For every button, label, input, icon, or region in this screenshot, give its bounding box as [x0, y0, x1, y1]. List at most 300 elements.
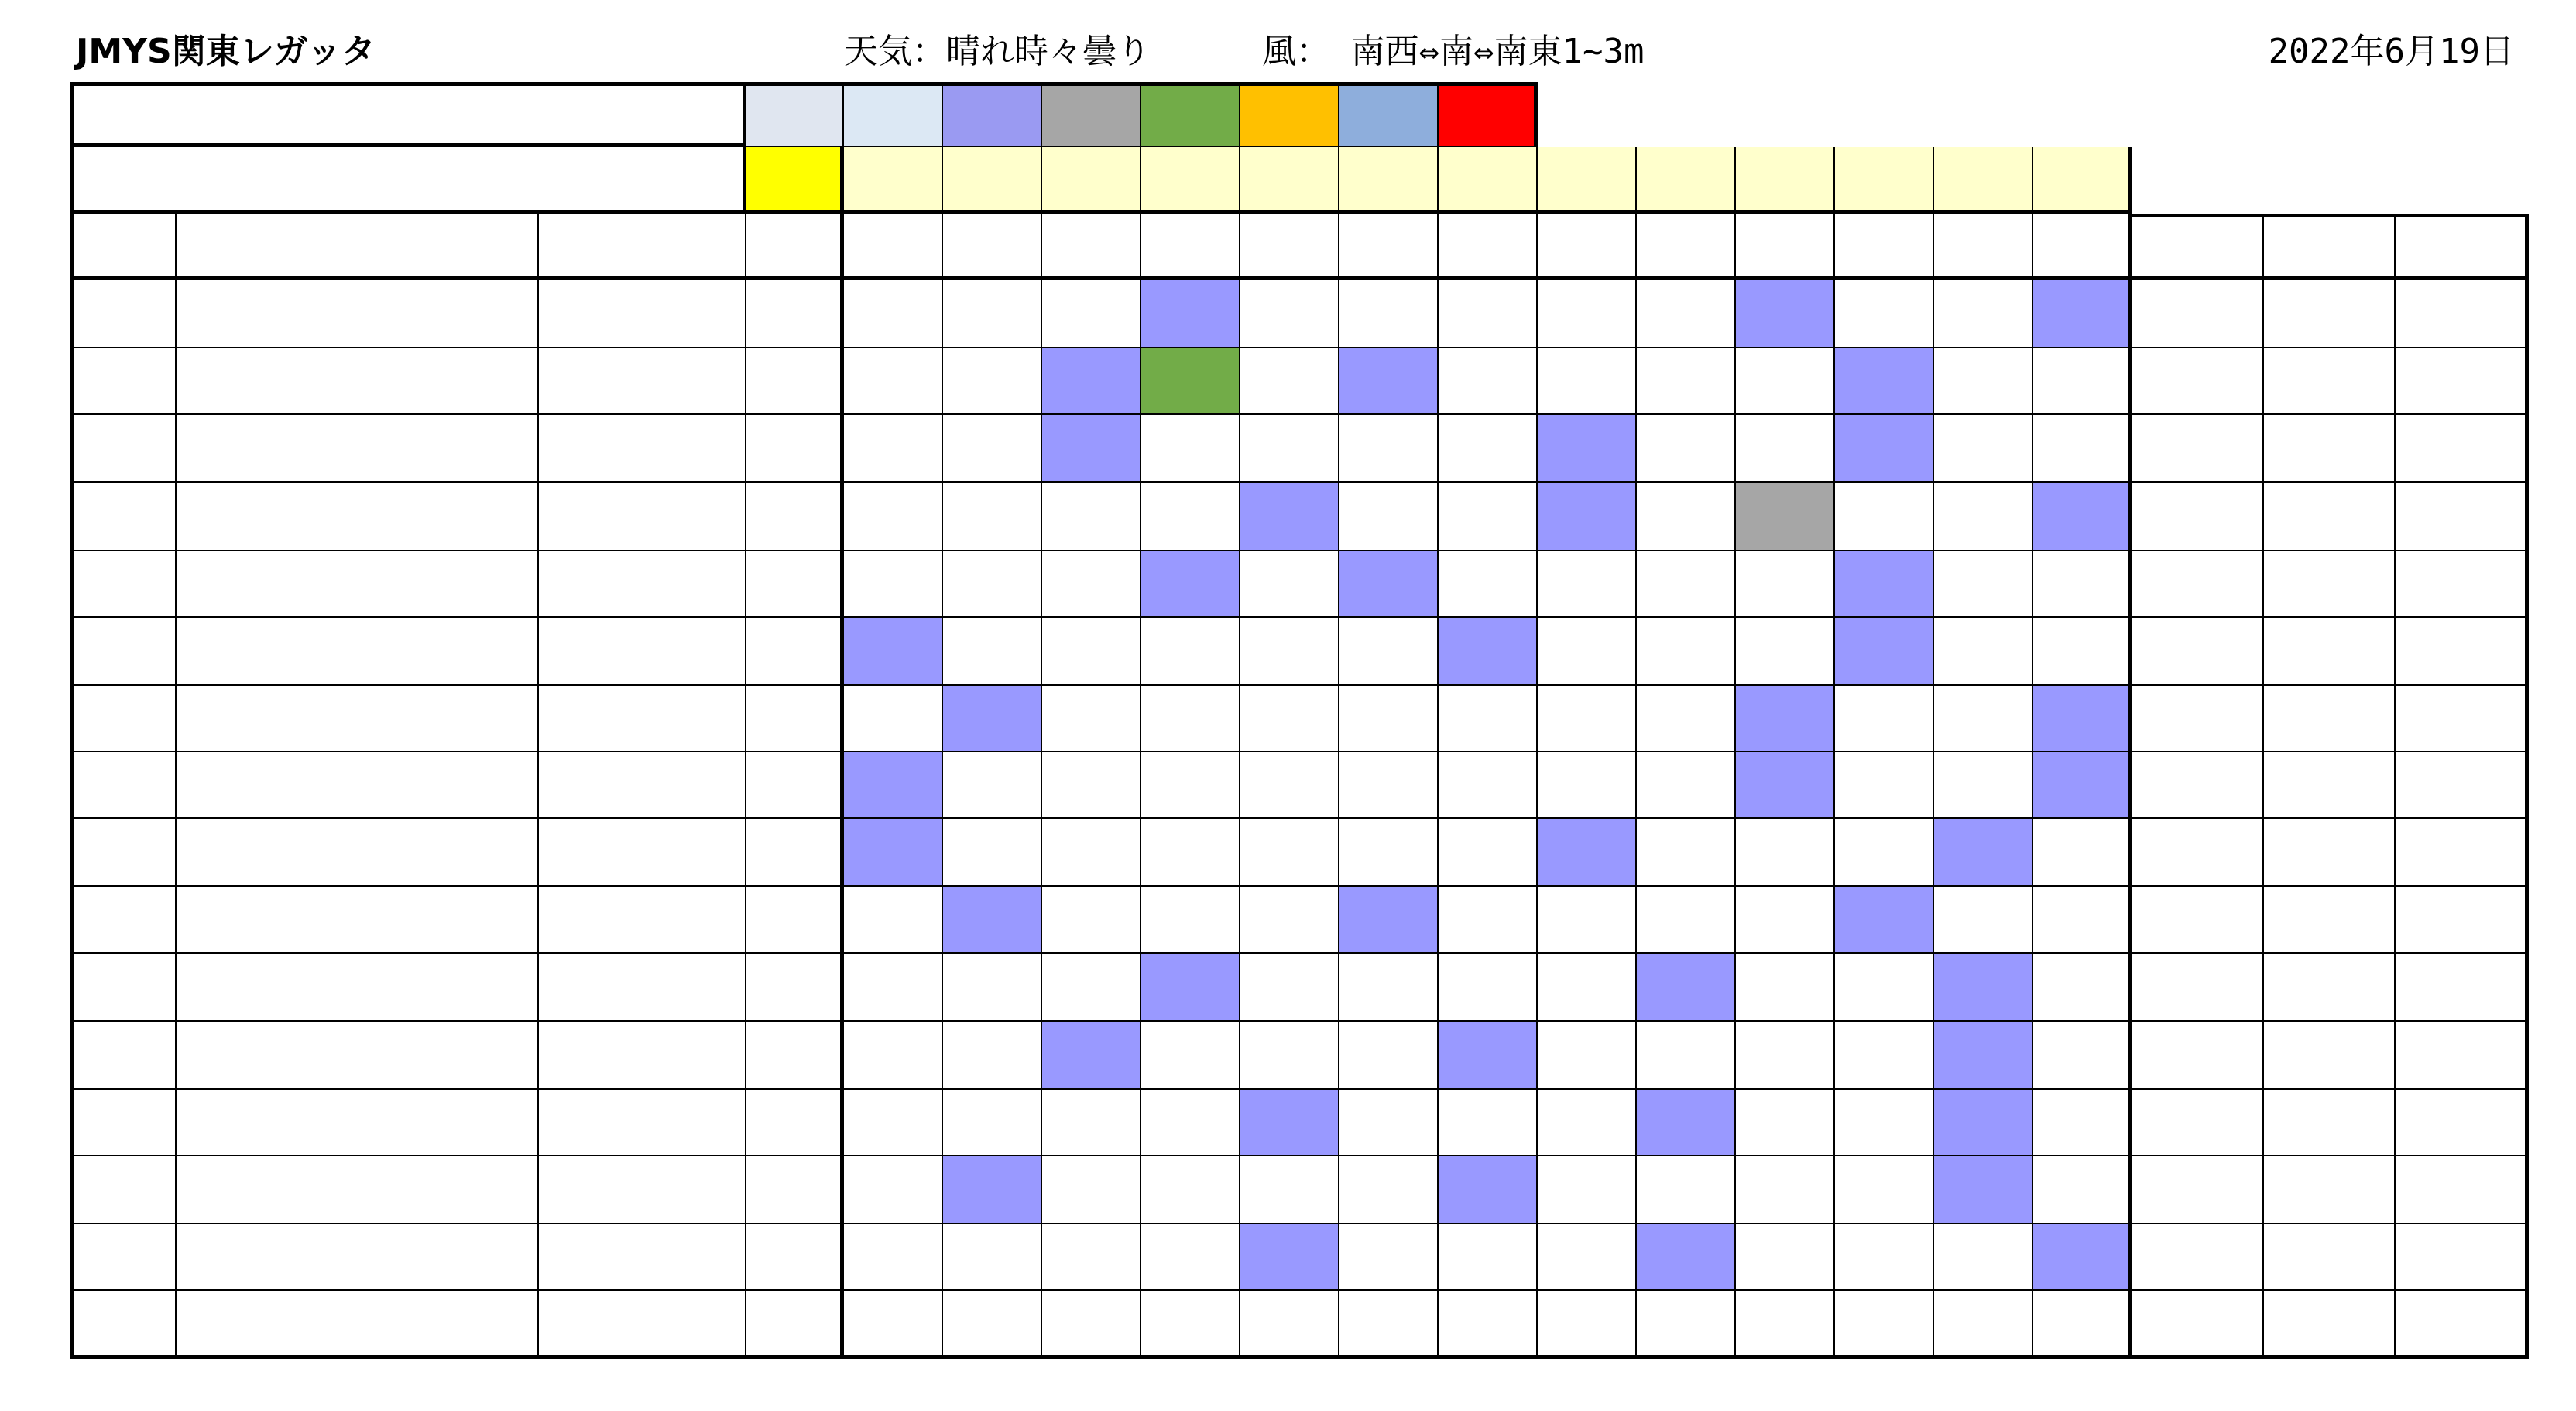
total-cell	[2396, 954, 2529, 1022]
race-result-cell	[1240, 1022, 1339, 1090]
race-result-cell	[1538, 280, 1637, 348]
race-result-cell	[1042, 954, 1141, 1022]
empty-cell	[746, 1291, 844, 1359]
rank-cell	[70, 954, 177, 1022]
stotal-cell	[2132, 1156, 2264, 1224]
race-result-cell	[1240, 954, 1339, 1022]
race-result-cell	[1042, 280, 1141, 348]
sail-no-cell	[746, 1156, 844, 1224]
race-result-cell	[1835, 280, 1934, 348]
stotal-cell	[2132, 1090, 2264, 1156]
race-result-cell	[844, 415, 943, 483]
race-result-cell	[1141, 415, 1240, 483]
race-result-cell	[844, 686, 943, 752]
empty-cell	[539, 1291, 746, 1359]
race-result-cell	[943, 483, 1042, 551]
sail-no-cell	[746, 887, 844, 954]
race-points-cell	[1042, 147, 1141, 214]
race-result-cell	[1538, 483, 1637, 551]
iom-label	[70, 147, 746, 214]
race-result-cell	[2033, 819, 2132, 887]
rank-cell	[70, 1224, 177, 1291]
skipper-cell	[177, 686, 539, 752]
race-result-cell	[1141, 819, 1240, 887]
race-result-cell	[1240, 483, 1339, 551]
race-points-cell	[2033, 147, 2132, 214]
race-result-cell	[1141, 1022, 1240, 1090]
race-result-cell	[1835, 415, 1934, 483]
race-result-cell	[1637, 415, 1736, 483]
rank-cell	[70, 551, 177, 618]
race-result-cell	[1240, 1090, 1339, 1156]
rank-cell	[70, 415, 177, 483]
race-result-cell	[1637, 483, 1736, 551]
race-result-cell	[943, 415, 1042, 483]
col-race-5	[1240, 214, 1339, 280]
col-rank	[70, 214, 177, 280]
race-result-cell	[1339, 686, 1439, 752]
total-cell	[2396, 551, 2529, 618]
legend-dne	[1439, 82, 1538, 147]
total-cell	[2396, 1022, 2529, 1090]
race-result-cell	[1835, 686, 1934, 752]
rank-cell	[70, 1156, 177, 1224]
empty-cell	[1339, 1291, 1439, 1359]
skipper-cell	[177, 1156, 539, 1224]
rank-cell	[70, 819, 177, 887]
race-result-cell	[1934, 348, 2033, 415]
race-result-cell	[1240, 752, 1339, 819]
race-result-cell	[1538, 752, 1637, 819]
race-result-cell	[1637, 1090, 1736, 1156]
race-result-cell	[1240, 887, 1339, 954]
rank-cell	[70, 1090, 177, 1156]
empty-cell	[2033, 1291, 2132, 1359]
race-points-cell	[1934, 147, 2033, 214]
race-result-cell	[1339, 752, 1439, 819]
empty-cell	[1240, 1291, 1339, 1359]
rank-cell	[70, 348, 177, 415]
skipper-cell	[177, 1022, 539, 1090]
race-result-cell	[1934, 483, 2033, 551]
skipper-cell	[177, 618, 539, 686]
stotal-cell	[2132, 551, 2264, 618]
race-result-cell	[1141, 551, 1240, 618]
race-result-cell	[2033, 954, 2132, 1022]
race-result-cell	[1637, 686, 1736, 752]
race-result-cell	[1339, 1022, 1439, 1090]
race-result-cell	[1736, 280, 1835, 348]
race-result-cell	[943, 348, 1042, 415]
skipper-cell	[177, 954, 539, 1022]
race-result-cell	[1934, 1090, 2033, 1156]
rank-cell	[70, 887, 177, 954]
race-result-cell	[2033, 752, 2132, 819]
legend-dsq	[1240, 82, 1339, 147]
boat-cell	[539, 954, 746, 1022]
race-points-cell	[1736, 147, 1835, 214]
stotal-cell	[2132, 415, 2264, 483]
race-result-cell	[1835, 1022, 1934, 1090]
race-result-cell	[1835, 819, 1934, 887]
race-result-cell	[1042, 1224, 1141, 1291]
sail-no-cell	[746, 1224, 844, 1291]
empty-cell	[1439, 1291, 1538, 1359]
race-points-cell	[1835, 147, 1934, 214]
sail-no-cell	[746, 348, 844, 415]
race-result-cell	[844, 954, 943, 1022]
skipper-cell	[177, 348, 539, 415]
race-result-cell	[1339, 348, 1439, 415]
race-result-cell	[2033, 1090, 2132, 1156]
sail-no-cell	[746, 618, 844, 686]
race-points-cell	[1538, 147, 1637, 214]
race-result-cell	[1240, 280, 1339, 348]
col-skipper	[177, 214, 539, 280]
col-race-13	[2033, 214, 2132, 280]
boat-cell	[539, 483, 746, 551]
race-result-cell	[1835, 1090, 1934, 1156]
sail-no-cell	[746, 819, 844, 887]
race-result-cell	[844, 819, 943, 887]
race-points-cell	[844, 147, 943, 214]
race-result-cell	[1339, 280, 1439, 348]
col-race-11	[1835, 214, 1934, 280]
stotal-cell	[2132, 483, 2264, 551]
race-result-cell	[1835, 954, 1934, 1022]
race-result-cell	[1339, 1090, 1439, 1156]
stotal-cell	[2132, 1022, 2264, 1090]
race-result-cell	[1538, 819, 1637, 887]
race-result-cell	[1339, 415, 1439, 483]
col-race-6	[1339, 214, 1439, 280]
legend-rc	[943, 82, 1042, 147]
race-result-cell	[1042, 819, 1141, 887]
sail-no-cell	[746, 483, 844, 551]
race-result-cell	[1141, 280, 1240, 348]
race-result-cell	[844, 551, 943, 618]
total-cell	[2396, 348, 2529, 415]
total-cell	[2396, 280, 2529, 348]
rank-cell	[70, 483, 177, 551]
cut-cell	[2264, 1224, 2396, 1291]
race-result-cell	[1042, 752, 1141, 819]
race-result-cell	[844, 887, 943, 954]
col-race-9	[1637, 214, 1736, 280]
race-result-cell	[1736, 1156, 1835, 1224]
race-points-cell	[943, 147, 1042, 214]
race-result-cell	[844, 618, 943, 686]
race-result-cell	[1934, 887, 2033, 954]
sail-no-cell	[746, 954, 844, 1022]
total-cell	[2396, 752, 2529, 819]
race-result-cell	[1538, 551, 1637, 618]
rank-cell	[70, 686, 177, 752]
stotal-cell	[2132, 954, 2264, 1022]
race-result-cell	[943, 887, 1042, 954]
race-result-cell	[1141, 483, 1240, 551]
boat-cell	[539, 415, 746, 483]
race-result-cell	[943, 551, 1042, 618]
race-result-cell	[1240, 1224, 1339, 1291]
stotal-cell	[2132, 1224, 2264, 1291]
race-result-cell	[1736, 618, 1835, 686]
race-result-cell	[2033, 551, 2132, 618]
race-result-cell	[844, 280, 943, 348]
col-stotal	[2132, 214, 2264, 280]
boat-cell	[539, 280, 746, 348]
total-cell	[2396, 618, 2529, 686]
race-result-cell	[943, 752, 1042, 819]
race-result-cell	[943, 1022, 1042, 1090]
race-result-cell	[1538, 686, 1637, 752]
race-result-cell	[1934, 1156, 2033, 1224]
total-cell	[2396, 819, 2529, 887]
race-result-cell	[2033, 1156, 2132, 1224]
race-result-cell	[1339, 551, 1439, 618]
race-result-cell	[1934, 954, 2033, 1022]
race-result-cell	[2033, 483, 2132, 551]
col-race-4	[1141, 214, 1240, 280]
col-boat	[539, 214, 746, 280]
total-cell	[2396, 483, 2529, 551]
race-result-cell	[943, 819, 1042, 887]
race-result-cell	[844, 1224, 943, 1291]
race-result-cell	[1439, 887, 1538, 954]
col-cut	[2264, 214, 2396, 280]
race-result-cell	[1934, 686, 2033, 752]
race-result-cell	[1637, 551, 1736, 618]
race-result-cell	[943, 954, 1042, 1022]
race-result-cell	[1934, 819, 2033, 887]
race-result-cell	[1042, 618, 1141, 686]
race-result-cell	[1439, 618, 1538, 686]
rank-cell	[70, 280, 177, 348]
race-result-cell	[2033, 1224, 2132, 1291]
class-label	[70, 82, 746, 147]
col-race-1	[844, 214, 943, 280]
boat-cell	[539, 348, 746, 415]
legend-cut	[746, 82, 844, 147]
race-result-cell	[1637, 954, 1736, 1022]
race-result-cell	[1141, 1224, 1240, 1291]
race-result-cell	[1736, 483, 1835, 551]
race-result-cell	[1736, 551, 1835, 618]
race-result-cell	[943, 618, 1042, 686]
cut-cell	[2264, 415, 2396, 483]
race-result-cell	[1339, 819, 1439, 887]
empty-cell	[844, 1291, 943, 1359]
total-cell	[2396, 1156, 2529, 1224]
cut-cell	[2264, 752, 2396, 819]
race-result-cell	[1835, 618, 1934, 686]
race-result-cell	[1736, 686, 1835, 752]
race-result-cell	[844, 1022, 943, 1090]
race-result-cell	[1835, 551, 1934, 618]
race-result-cell	[1141, 686, 1240, 752]
boat-cell	[539, 618, 746, 686]
race-result-cell	[1240, 551, 1339, 618]
race-result-cell	[1240, 686, 1339, 752]
empty-cell	[1637, 1291, 1736, 1359]
race-points-cell	[1240, 147, 1339, 214]
race-result-cell	[1042, 686, 1141, 752]
race-result-cell	[1042, 887, 1141, 954]
total-cell	[2396, 887, 2529, 954]
race-result-cell	[1538, 954, 1637, 1022]
stotal-cell	[2132, 280, 2264, 348]
cut-cell	[2264, 280, 2396, 348]
race-result-cell	[1934, 1022, 2033, 1090]
stotal-cell	[2132, 618, 2264, 686]
race-result-cell	[1736, 348, 1835, 415]
race-result-cell	[1042, 1022, 1141, 1090]
col-race-8	[1538, 214, 1637, 280]
legend-dns	[1042, 82, 1141, 147]
stotal-cell	[2132, 887, 2264, 954]
boat-cell	[539, 752, 746, 819]
boat-cell	[539, 1022, 746, 1090]
race-result-cell	[1439, 686, 1538, 752]
total-cell	[2396, 1090, 2529, 1156]
race-result-cell	[943, 280, 1042, 348]
empty-cell	[2396, 1291, 2529, 1359]
boat-cell	[539, 551, 746, 618]
page-title: JMYS関東レガッタ	[76, 32, 376, 71]
wind-text: 風： 南西⇔南⇔南東1~3m	[1262, 32, 1645, 71]
skipper-cell	[177, 280, 539, 348]
race-result-cell	[1538, 1156, 1637, 1224]
race-points-cell	[1439, 147, 1538, 214]
boat-cell	[539, 1156, 746, 1224]
empty-cell	[1934, 1291, 2033, 1359]
skipper-cell	[177, 551, 539, 618]
race-result-cell	[1934, 551, 2033, 618]
skipper-cell	[177, 887, 539, 954]
race-result-cell	[1240, 415, 1339, 483]
race-result-cell	[2033, 415, 2132, 483]
race-result-cell	[1835, 887, 1934, 954]
race-result-cell	[1042, 415, 1141, 483]
empty-cell	[1538, 1291, 1637, 1359]
cut-cell	[2264, 483, 2396, 551]
empty-cell	[2132, 1291, 2264, 1359]
sail-no-cell	[746, 686, 844, 752]
legend-rdg	[1339, 82, 1439, 147]
race-result-cell	[1538, 415, 1637, 483]
race-result-cell	[1934, 415, 2033, 483]
boat-cell	[539, 1224, 746, 1291]
race-result-cell	[1439, 348, 1538, 415]
sail-no-cell	[746, 1090, 844, 1156]
skipper-cell	[177, 415, 539, 483]
race-result-cell	[2033, 280, 2132, 348]
race-result-cell	[2033, 618, 2132, 686]
race-result-cell	[1339, 954, 1439, 1022]
cut-cell	[2264, 551, 2396, 618]
race-result-cell	[1637, 819, 1736, 887]
race-result-cell	[943, 1156, 1042, 1224]
race-result-cell	[1835, 348, 1934, 415]
cut-cell	[2264, 887, 2396, 954]
sail-no-cell	[746, 1022, 844, 1090]
race-result-cell	[1439, 415, 1538, 483]
skipper-cell	[177, 1224, 539, 1291]
race-result-cell	[844, 348, 943, 415]
race-result-cell	[1835, 1224, 1934, 1291]
race-result-cell	[1736, 1224, 1835, 1291]
sail-no-cell	[746, 551, 844, 618]
race-result-cell	[1736, 887, 1835, 954]
race-result-cell	[1042, 483, 1141, 551]
race-result-cell	[1439, 280, 1538, 348]
race-result-cell	[1538, 1224, 1637, 1291]
race-result-cell	[1538, 618, 1637, 686]
cut-cell	[2264, 954, 2396, 1022]
race-result-cell	[1637, 887, 1736, 954]
race-result-cell	[1141, 618, 1240, 686]
col-race-12	[1934, 214, 2033, 280]
race-result-cell	[1240, 348, 1339, 415]
race-result-cell	[844, 752, 943, 819]
race-result-cell	[1339, 618, 1439, 686]
race-result-cell	[1538, 887, 1637, 954]
cut-cell	[2264, 348, 2396, 415]
race-result-cell	[1339, 887, 1439, 954]
race-result-cell	[1339, 1156, 1439, 1224]
stotal-cell	[2132, 686, 2264, 752]
race-result-cell	[1637, 752, 1736, 819]
col-sail-no	[746, 214, 844, 280]
race-result-cell	[1736, 752, 1835, 819]
race-result-cell	[1835, 1156, 1934, 1224]
race-result-cell	[1339, 483, 1439, 551]
sail-no-cell	[746, 280, 844, 348]
race-result-cell	[1934, 280, 2033, 348]
race-result-cell	[1240, 819, 1339, 887]
race-result-cell	[1637, 280, 1736, 348]
race-result-cell	[1736, 1090, 1835, 1156]
race-result-cell	[1042, 348, 1141, 415]
cut-cell	[2264, 819, 2396, 887]
col-race-3	[1042, 214, 1141, 280]
col-total	[2396, 214, 2529, 280]
race-result-cell	[1736, 415, 1835, 483]
cut-cell	[2264, 618, 2396, 686]
legend-ret	[1141, 82, 1240, 147]
race-result-cell	[1240, 1156, 1339, 1224]
race-result-cell	[1637, 1156, 1736, 1224]
race-result-cell	[1439, 483, 1538, 551]
total-cell	[2396, 1224, 2529, 1291]
race-result-cell	[1637, 1022, 1736, 1090]
boat-cell	[539, 686, 746, 752]
race-result-cell	[844, 1090, 943, 1156]
race-points-cell	[1141, 147, 1240, 214]
race-result-cell	[1835, 483, 1934, 551]
race-result-cell	[1736, 1022, 1835, 1090]
skipper-cell	[177, 1090, 539, 1156]
race-result-cell	[2033, 348, 2132, 415]
race-result-cell	[1934, 752, 2033, 819]
race-result-cell	[1141, 1090, 1240, 1156]
race-result-cell	[1538, 348, 1637, 415]
skipper-cell	[177, 819, 539, 887]
empty-cell	[177, 1291, 539, 1359]
race-result-cell	[1141, 1156, 1240, 1224]
sail-no-cell	[746, 415, 844, 483]
race-result-cell	[1141, 954, 1240, 1022]
